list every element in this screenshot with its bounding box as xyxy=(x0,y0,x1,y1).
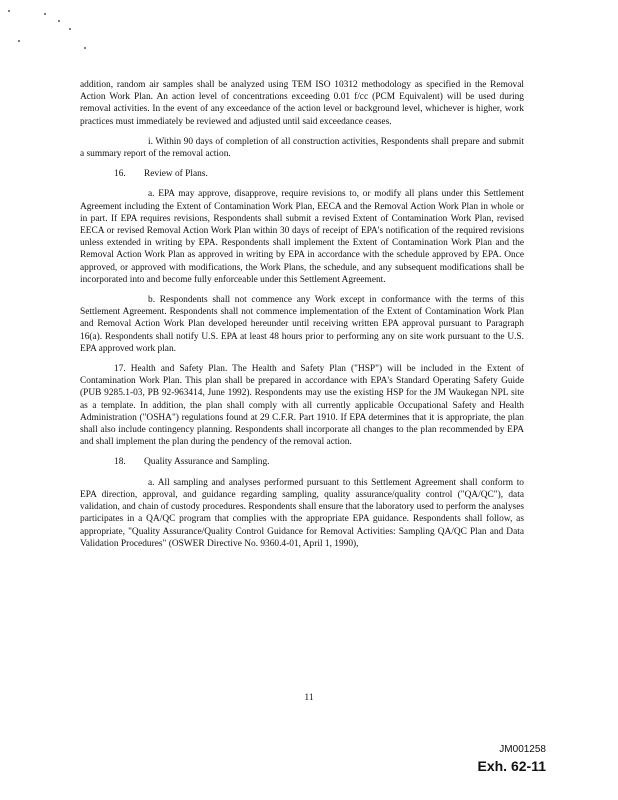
scan-speck xyxy=(84,47,86,49)
paragraph-continuation: addition, random air samples shall be analyzed using TEM ISO 10312 methodology as specified in the Removal Action Work Plan. An action level of concentrations exceeding 0.01 f/cc (PCM Equivalent) will be used during removal activities. In the event of any exceedance of the action level or background level, whichever is higher, work practices must immediately be reviewed and adjusted until said exceedance ceases. xyxy=(80,80,524,127)
scan-speck xyxy=(58,20,60,22)
paragraph-i: i. Within 90 days of completion of all construction activities, Respondents shall prepare and submit a summary report of the removal action. xyxy=(80,136,524,160)
scan-speck xyxy=(8,10,10,12)
section-number: 18. xyxy=(114,457,126,468)
paragraph-16b: b. Respondents shall not commence any Work except in conformance with the terms of this Settlement Agreement. Respondents shall not commence implementation of the Extent of Contamination Work Plan and Removal Action Work Plan developed hereunder until receiving written EPA approval pursuant to Paragraph 16(a). Respondents shall notify U.S. EPA at least 48 hours prior to performing any on site work pursuant to the U.S. EPA approved work plan. xyxy=(80,295,524,354)
scan-speck xyxy=(69,28,71,30)
paragraph-18a: a. All sampling and analyses performed pursuant to this Settlement Agreement shall conform to EPA direction, approval, and guidance regarding sampling, quality assurance/quality control ("QA/QC"), data validation, and chain of custody procedures. Respondents shall ensure that the laboratory used to perform the analyses participates in a QA/QC program that complies with the appropriate EPA guidance. Respondents shall follow, as appropriate, "Quality Assurance/Quality Control Guidance for Removal Activities: Sampling QA/QC Plan and Data Validation Procedures" (OSWER Directive No. 9360.4-01, April 1, 1990), xyxy=(80,477,524,549)
exhibit-label: Exh. 62-11 xyxy=(477,758,546,774)
bates-number: JM001258 xyxy=(499,744,546,755)
section-16-heading xyxy=(80,168,524,180)
paragraph-17: 17. Health and Safety Plan. The Health and Safety Plan ("HSP") will be included in the Extent of Contamination Work Plan. This plan shall be prepared in accordance with EPA's Standard Operating Safety Guide (PUB 9285.1-03, PB 92-963414, June 1992). Respondents may use the existing HSP for the JM Waukegan NPL site as a template. In addition, the plan shall comply with all currently applicable Occupational Safety and Health Administration ("OSHA") regulations found at 29 C.F.R. Part 1910. If EPA determines that it is appropriate, the plan shall also include contingency planning. Respondents shall incorporate all changes to the plan recommended by EPA and shall implement the plan during the pendency of the removal action. xyxy=(80,364,524,448)
page-number: 11 xyxy=(304,693,314,703)
section-title: Quality Assurance and Sampling. xyxy=(144,457,270,468)
paragraph-16a: a. EPA may approve, disapprove, require revisions to, or modify all plans under this Settlement Agreement including the Extent of Contamination Work Plan, EECA and the Removal Action Work Plan in whole or in part. If EPA requires revisions, Respondents shall submit a revised Extent of Contamination Work Plan, revised EECA or revised Removal Action Work Plan within 30 days of receipt of EPA's notification of the required revisions unless extended in writing by EPA. Respondents shall implement the Extent of Contamination Work Plan and the Removal Action Work Plan as approved in writing by EPA in accordance with the schedule approved by EPA. Once approved, or approved with modifications, the Work Plans, the schedule, and any subsequent modifications shall be incorporated into and become fully enforceable under this Settlement Agreement. xyxy=(80,189,524,285)
document-body xyxy=(80,79,524,558)
section-18-heading xyxy=(80,456,524,468)
scan-speck xyxy=(18,40,20,42)
section-title: Review of Plans. xyxy=(144,169,208,180)
scan-speck xyxy=(44,13,46,15)
section-number: 16. xyxy=(114,169,126,180)
